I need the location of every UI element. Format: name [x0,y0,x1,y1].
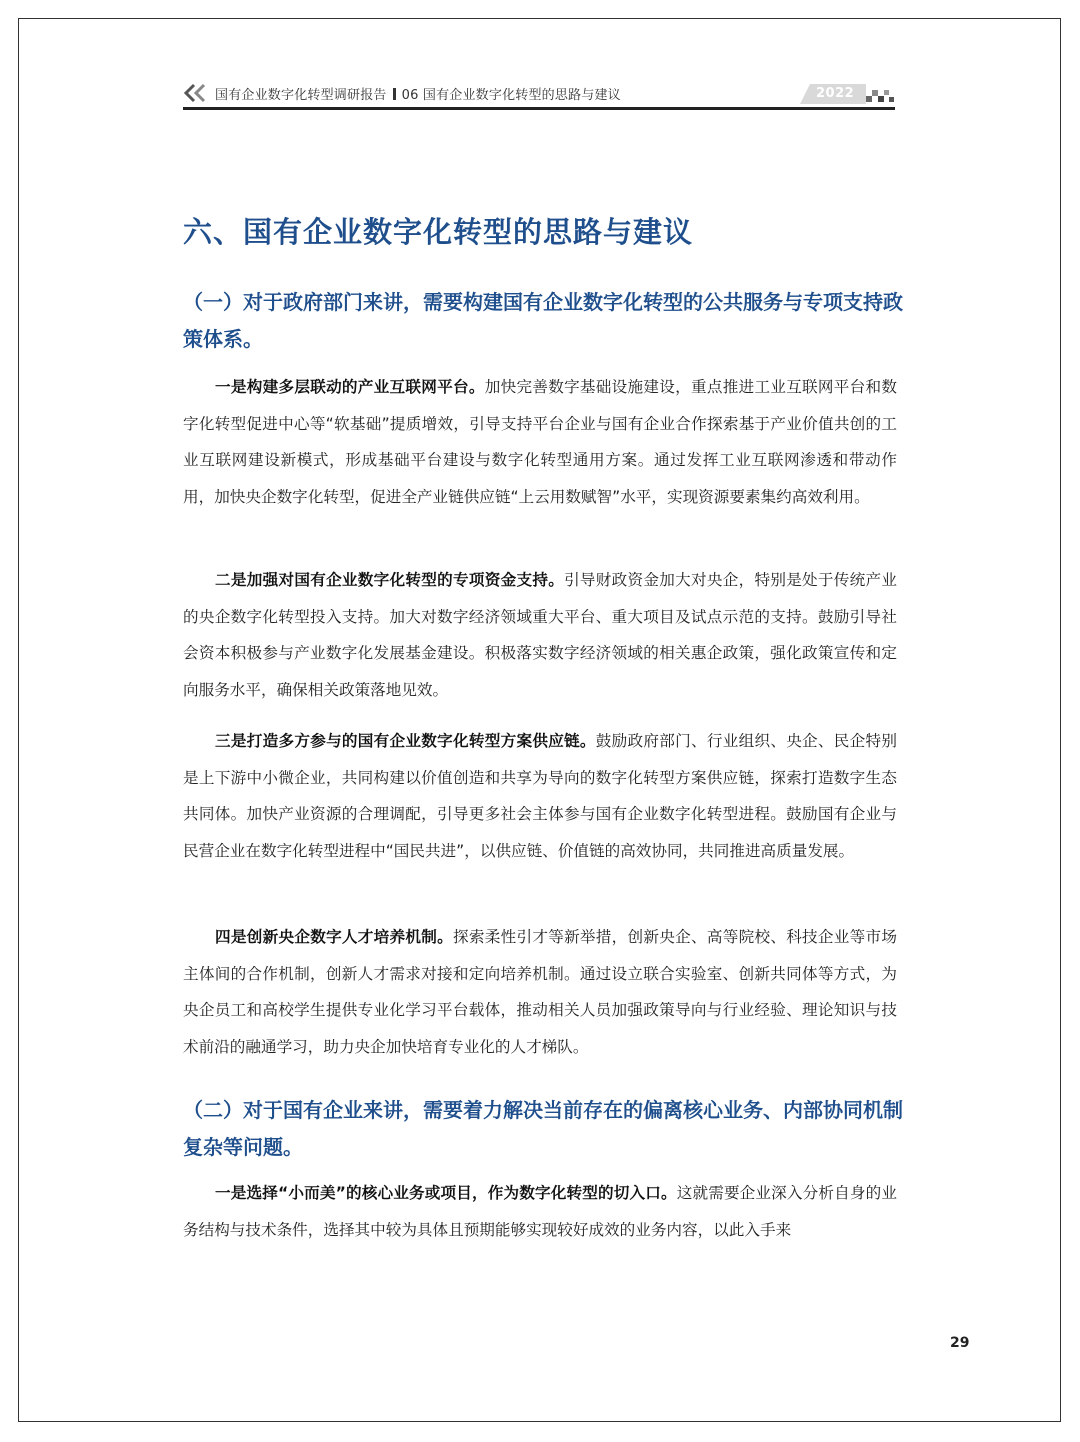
report-title: 国有企业数字化转型调研报告 [215,88,387,103]
paragraph-1 [183,369,897,515]
section-heading-2: （二）对于国有企业来讲，需要着力解决当前存在的偏离核心业务、内部协同机制复杂等问题。 [183,1098,903,1159]
paragraph-lead: 三是打造多方参与的国有企业数字化转型方案供应链。 [215,732,596,750]
header-separator [393,88,396,100]
paragraph-lead: 一是选择“小而美”的核心业务或项目，作为数字化转型的切入口。 [215,1184,677,1202]
running-header [183,80,895,108]
header-title [215,84,621,103]
paragraph-lead: 一是构建多层联动的产业互联网平台。 [215,378,485,396]
pixel-pattern-icon [866,86,896,104]
year-tab [800,84,895,104]
page-title: 六、国有企业数字化转型的思路与建议 [183,215,694,249]
section-heading-1: （一）对于政府部门来讲，需要构建国有企业数字化转型的公共服务与专项支持政策体系。 [183,290,903,351]
paragraph-2 [183,562,897,708]
page-number: 29 [950,1335,970,1351]
paragraph-3 [183,723,897,869]
paragraph-lead: 四是创新央企数字人才培养机制。 [215,928,453,946]
paragraph-text: 加快完善数字基础设施建设，重点推进工业互联网平台和数字化转型促进中心等“软基础”提质增效，引导支持平台企业与国有企业合作探索基于产业价值共创的工业互联网建设新模式，形成基础平台建设与数字化转型通用方案。通过发挥工业互联网渗透和带动作用，加快央企数字化转型，促进全产业链供应链“上云用数赋智”水平，实现资源要素集约高效利用。 [183,378,897,506]
paragraph-text: 这就需要企业深入分析自身的业务结构与技术条件，选择其中较为具体且预期能够实现较好成效的业务内容，以此入手来 [183,1184,897,1239]
header-rule [183,107,895,110]
paragraph-text: 引导财政资金加大对央企，特别是处于传统产业的央企数字化转型投入支持。加大对数字经济领域重大平台、重大项目及试点示范的支持。鼓励引导社会资本积极参与产业数字化发展基金建设。积极落实数字经济领域的相关惠企政策，强化政策宣传和定向服务水平，确保相关政策落地见效。 [183,571,897,699]
year-label: 2022 [816,86,855,101]
paragraph-text: 探索柔性引才等新举措，创新央企、高等院校、科技企业等市场主体间的合作机制，创新人才需求对接和定向培养机制。通过设立联合实验室、创新共同体等方式，为央企员工和高校学生提供专业化学习平台载体，推动相关人员加强政策导向与行业经验、理论知识与技术前沿的融通学习，助力央企加快培育专业化的人才梯队。 [183,928,897,1056]
paragraph-4 [183,919,897,1065]
double-chevron-icon [183,83,209,103]
paragraph-5 [183,1175,897,1248]
paragraph-text: 鼓励政府部门、行业组织、央企、民企特别是上下游中小微企业，共同构建以价值创造和共享为导向的数字化转型方案供应链，探索打造数字生态共同体。加快产业资源的合理调配，引导更多社会主体参与国有企业数字化转型进程。鼓励国有企业与民营企业在数字化转型进程中“国民共进”，以供应链、价值链的高效协同，共同推进高质量发展。 [183,732,897,860]
section-title: 06 国有企业数字化转型的思路与建议 [401,88,621,103]
paragraph-lead: 二是加强对国有企业数字化转型的专项资金支持。 [215,571,565,589]
